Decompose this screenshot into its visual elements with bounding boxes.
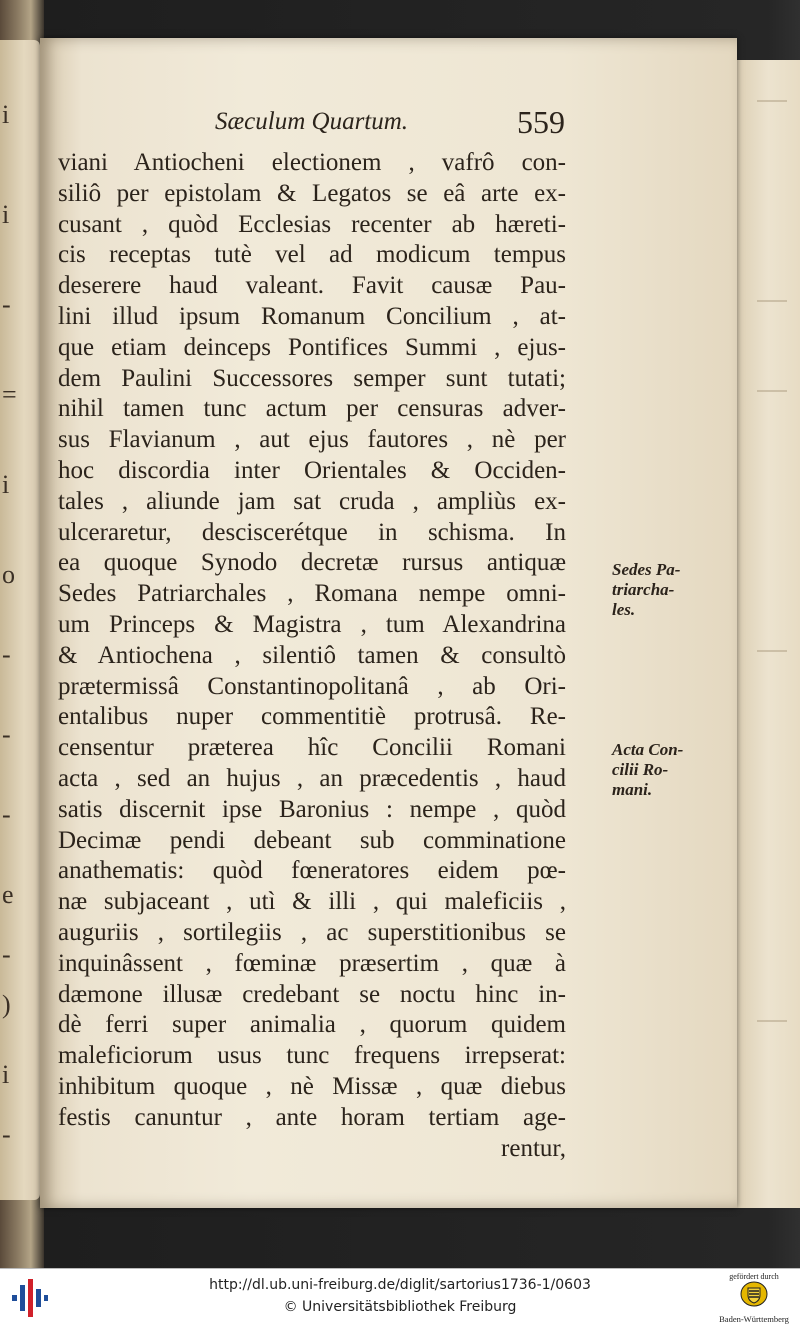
text-line: nihil tamen tunc actum per censuras adver- bbox=[58, 395, 566, 423]
document-url-link[interactable]: http://dl.ub.uni-freiburg.de/diglit/sartorius1736-1/0603 bbox=[209, 1277, 591, 1293]
previous-page-fragment: - bbox=[2, 720, 11, 749]
text-line: entalibus nuper commentitiè protrusâ. Re- bbox=[58, 703, 566, 731]
funder-name: Baden-Württemberg bbox=[719, 1314, 789, 1324]
next-page-edge bbox=[737, 60, 800, 1208]
previous-page-fragment: i bbox=[2, 470, 10, 499]
text-line: acta , sed an hujus , an præcedentis , haud bbox=[58, 764, 566, 792]
bleed-through-mark bbox=[757, 1020, 787, 1022]
text-line: maleficiorum usus tunc frequens irrepserat: bbox=[58, 1042, 566, 1070]
text-line: festis canuntur , ante horam tertiam age- bbox=[58, 1103, 566, 1131]
text-line: tales , aliunde jam sat cruda , ampliùs ex- bbox=[58, 487, 566, 515]
previous-page-fragment: ) bbox=[2, 990, 11, 1019]
margin-note-sedes-patriarchales bbox=[612, 560, 722, 620]
previous-page-fragment: i bbox=[2, 100, 10, 129]
footer-bar bbox=[0, 1268, 800, 1326]
previous-page-fragment: = bbox=[2, 380, 17, 409]
text-line: dem Paulini Successores semper sunt tutati; bbox=[58, 364, 566, 392]
text-line: viani Antiocheni electionem , vafrô con- bbox=[58, 149, 566, 176]
text-line: dè ferri super animalia , quorum quidem bbox=[58, 1011, 566, 1039]
text-line: auguriis , sortilegiis , ac superstitionibus se bbox=[58, 918, 566, 946]
previous-page-fragment: - bbox=[2, 290, 11, 319]
text-line: anathematis: quòd fœneratores eidem pœ- bbox=[58, 857, 566, 885]
book-page bbox=[40, 38, 737, 1208]
text-line: ulceraretur, desciscerétque in schisma. In bbox=[58, 518, 566, 546]
margin-note-line: Acta Con- bbox=[612, 740, 684, 759]
text-line: cusant , quòd Ecclesias recenter ab hæreti- bbox=[58, 210, 566, 238]
text-line: cis receptas tutè vel ad modicum tempus bbox=[58, 241, 566, 269]
margin-note-line: triarcha- bbox=[612, 580, 675, 599]
baden-wuerttemberg-crest-icon bbox=[739, 1281, 769, 1307]
previous-page-fragment: - bbox=[2, 1120, 11, 1149]
margin-note-line: mani. bbox=[612, 780, 653, 799]
text-line: prætermissâ Constantinopolitanâ , ab Ori- bbox=[58, 672, 566, 700]
catchword-line: rentur, bbox=[501, 1134, 566, 1162]
text-line: lini illud ipsum Romanum Concilium , at- bbox=[58, 302, 566, 330]
text-line: inhibitum quoque , nè Missæ , quæ diebus bbox=[58, 1072, 566, 1100]
text-line: inquinâssent , fœminæ præsertim , quæ à bbox=[58, 949, 566, 977]
text-line: ea quoque Synodo decretæ rursus antiquæ bbox=[58, 549, 566, 577]
text-line: siliô per epistolam & Legatos se eâ arte ex- bbox=[58, 179, 566, 207]
body-text bbox=[58, 148, 566, 1164]
text-line: hoc discordia inter Orientales & Occiden- bbox=[58, 456, 566, 484]
previous-page-fragment: - bbox=[2, 940, 11, 969]
previous-page-fragment: o bbox=[2, 560, 15, 589]
margin-note-line: cilii Ro- bbox=[612, 760, 669, 779]
previous-page-fragment: i bbox=[2, 1060, 10, 1089]
bleed-through-mark bbox=[757, 300, 787, 302]
running-title: Sæculum Quartum. bbox=[215, 108, 409, 135]
text-line: dæmone illusæ credebant se noctu hinc in- bbox=[58, 980, 566, 1008]
text-line: sus Flavianum , aut ejus fautores , nè per bbox=[58, 426, 566, 454]
text-line: & Antiochena , silentiô tamen & consultò bbox=[58, 641, 566, 669]
previous-page-edge bbox=[0, 40, 40, 1200]
bleed-through-mark bbox=[757, 100, 787, 102]
bleed-through-mark bbox=[757, 390, 787, 392]
text-line: Sedes Patriarchales , Romana nempe omni- bbox=[58, 580, 566, 608]
margin-note-acta-concilii bbox=[612, 740, 722, 800]
text-line: censentur præterea hîc Concilii Romani bbox=[58, 734, 566, 762]
margin-note-line: les. bbox=[612, 600, 636, 619]
funder-caption: gefördert durch bbox=[729, 1272, 779, 1281]
margin-note-line: Sedes Pa- bbox=[612, 560, 681, 579]
previous-page-fragment: i bbox=[2, 200, 10, 229]
running-head bbox=[40, 104, 737, 148]
text-line: deserere haud valeant. Favit causæ Pau- bbox=[58, 272, 566, 300]
text-line: satis discernit ipse Baronius : nempe , quòd bbox=[58, 795, 566, 823]
previous-page-fragment: e bbox=[2, 880, 14, 909]
text-line: Decimæ pendi debeant sub comminatione bbox=[58, 826, 566, 854]
text-line: que etiam deinceps Pontifices Summi , ejus- bbox=[58, 333, 566, 361]
funder-badge bbox=[716, 1272, 792, 1324]
copyright-notice: © Universitätsbibliothek Freiburg bbox=[283, 1299, 517, 1315]
previous-page-fragment: - bbox=[2, 800, 11, 829]
bleed-through-mark bbox=[757, 650, 787, 652]
text-line: um Princeps & Magistra , tum Alexandrina bbox=[58, 610, 566, 638]
page-number: 559 bbox=[517, 104, 565, 140]
text-line: næ subjaceant , utì & illi , qui maleficiis , bbox=[58, 888, 566, 916]
previous-page-fragment: - bbox=[2, 640, 11, 669]
